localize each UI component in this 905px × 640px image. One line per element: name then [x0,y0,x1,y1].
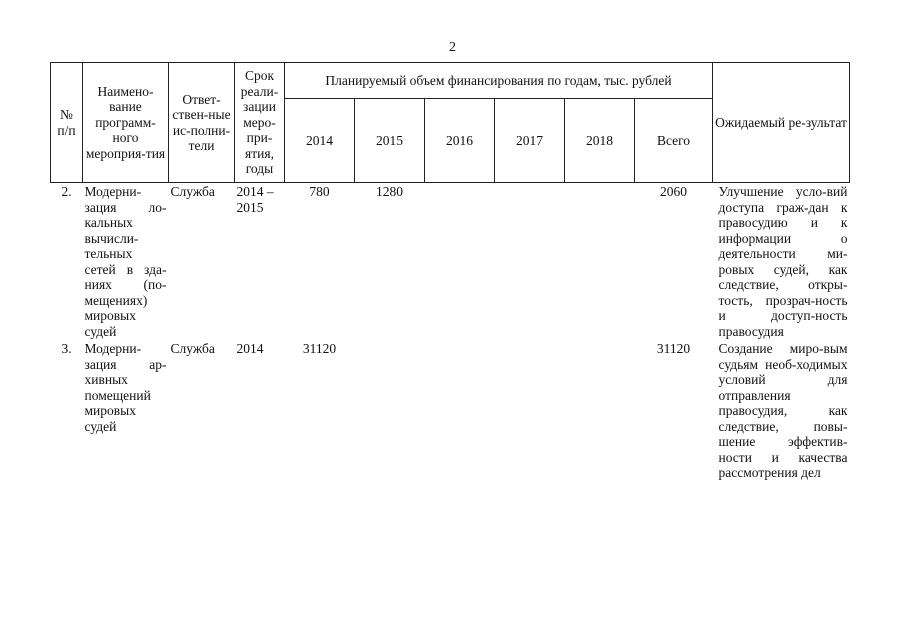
row-term: 2014 – 2015 [236,184,274,215]
header-num: № п/п [51,63,83,183]
row-value-2014: 31120 [302,341,337,356]
row-term: 2014 [236,341,264,356]
row-result: Создание миро-вым судьям необ-ходимых условий для отправления правосудия, как следствие, повы-шение эффектив-ности и качества рассмотрения дел [718,341,848,480]
row-total: 31120 [656,341,691,356]
row-value-2016 [425,183,495,341]
row-executor: Служба [170,184,215,199]
table-row [51,183,850,341]
row-value-2017 [495,340,565,482]
header-year-2015: 2015 [355,99,425,183]
row-name: Модерни-зация ло-кальных вычисли-тельных сетей в зда-ниях (по-мещениях) мировых судей [84,184,167,339]
page-number: 2 [449,40,456,55]
table-row [51,340,850,482]
row-value-2018 [565,183,635,341]
header-term: Срок реали-зации меро-при-ятия, годы [235,63,285,183]
header-year-2017: 2017 [495,99,565,183]
header-total: Всего [635,99,713,183]
row-num: 2. [61,184,72,199]
header-executors: Ответ-ствен-ные ис-полни-тели [169,63,235,183]
row-value-2017 [495,183,565,341]
program-table [50,62,850,482]
row-result: Улучшение усло-вий доступа граж-дан к правосудию и к информации о деятельности ми-ровых судей, как следствие, откры-тость, прозрач-ность и доступ-ность правосудия [718,184,848,339]
header-year-2016: 2016 [425,99,495,183]
row-value-2014: 780 [309,184,330,199]
header-year-2018: 2018 [565,99,635,183]
row-name: Модерни-зация ар-хивных помещений мировых судей [84,341,167,434]
header-result: Ожидаемый ре-зультат [713,63,850,183]
row-num: 3. [61,341,72,356]
row-value-2016 [425,340,495,482]
header-funding: Планируемый объем финансирования по годам, тыс. рублей [285,63,713,99]
row-value-2015 [355,340,425,482]
row-executor: Служба [170,341,215,356]
row-total: 2060 [660,184,687,199]
row-value-2018 [565,340,635,482]
header-name: Наимено-вание программ-ного мероприя-тия [83,63,169,183]
row-value-2015: 1280 [376,184,403,199]
header-year-2014: 2014 [285,99,355,183]
